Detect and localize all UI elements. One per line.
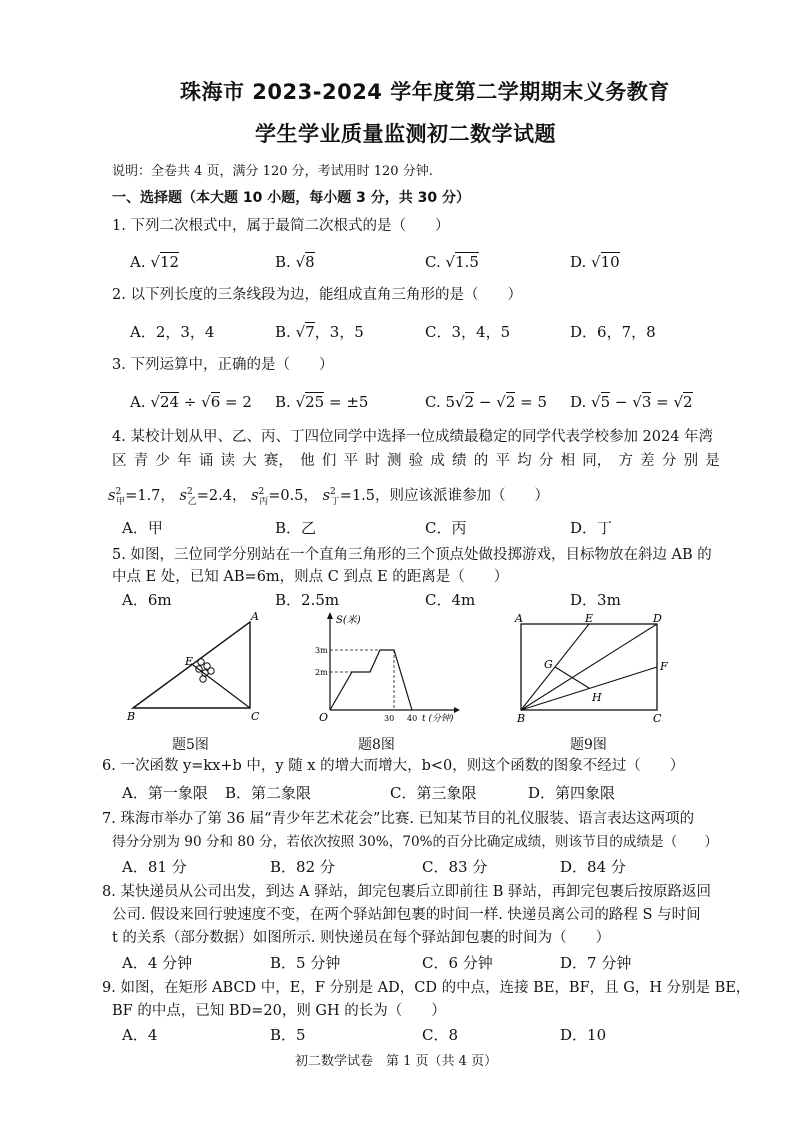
q3-option-a: A. √24 ÷ √6 = 2 xyxy=(130,393,252,411)
q4-stem-line2-word: 同， xyxy=(582,453,612,469)
section-heading: 一、选择题（本大题 10 小题，每小题 3 分，共 30 分） xyxy=(112,190,470,206)
q8-stem-line1: 8. 某快递员从公司出发，到达 A 驿站，卸完包裹后立即前往 B 驿站，再卸完包裹后按原路返回 xyxy=(102,884,712,900)
q3-option-b-label: B. xyxy=(275,393,291,411)
sqrt-icon: √ xyxy=(295,253,306,271)
figure-9 xyxy=(513,610,668,725)
q3-option-d-label: D. xyxy=(570,393,587,411)
q4-stem-line2-word: 绩 xyxy=(452,453,467,469)
sqrt-icon: √ xyxy=(591,253,601,271)
q7-option-b: B．82 分 xyxy=(270,858,335,876)
q6-option-d: D．第四象限 xyxy=(528,784,616,802)
q6-stem: 6. 一次函数 y=kx+b 中，y 随 x 的增大而增大，b<0，则这个函数的图象不经过（ ） xyxy=(102,758,685,774)
q4-stem-line2-word: 差 xyxy=(640,453,655,469)
q4-stem-line2-word: 均 xyxy=(517,453,532,469)
exam-instructions: 说明：全卷共 4 页，满分 120 分，考试用时 120 分钟. xyxy=(112,164,433,179)
q1-option-b xyxy=(275,252,315,272)
sqrt-icon: √ xyxy=(673,393,684,411)
q6-option-a: A．第一象限 xyxy=(122,784,208,802)
fig5-label-b: B xyxy=(127,710,136,723)
q4-option-b: B．乙 xyxy=(275,519,317,537)
sqrt-icon: √ xyxy=(496,393,506,411)
q8-option-d: D．7 分钟 xyxy=(560,954,632,972)
q5-option-b: B．2.5m xyxy=(275,591,340,609)
q3-option-c-label: C. xyxy=(425,393,441,411)
q4-stem-line2-word: 年 xyxy=(177,453,192,469)
q4-stem-line2-word: 赛， xyxy=(263,453,293,469)
q4-stem-line2-word: 们 xyxy=(321,453,337,469)
q4-stem-line2-word: 少 xyxy=(155,453,170,469)
sqrt-icon: √ xyxy=(591,393,601,411)
fig9-segment-bd xyxy=(521,624,657,710)
sqrt-icon: √ xyxy=(201,393,211,411)
q8-option-a: A．4 分钟 xyxy=(122,954,193,972)
q5-option-a: A．6m xyxy=(122,591,172,609)
fig9-label-h: H xyxy=(592,691,602,704)
q2-option-d: D．6，7，8 xyxy=(570,323,656,341)
q3-option-d: D. √5 − √3 = √2 xyxy=(570,393,693,411)
fig9-caption: 题9图 xyxy=(570,737,607,753)
q2-option-b-rest: ，3，5 xyxy=(314,323,364,341)
fig9-label-a: A xyxy=(515,612,523,625)
q8-stem-line2: 公司. 假设来回行驶速度不变，在两个驿站卸包裹的时间一样. 快递员离公司的路程 S 与时间 xyxy=(112,907,701,923)
fig9-segment-bf xyxy=(521,667,657,710)
exam-title-line1: 珠海市 2023-2024 学年度第二学期期末义务教育 xyxy=(180,80,670,104)
q4-stem-line2-word: 相 xyxy=(560,453,576,469)
fig9-label-g: G xyxy=(544,658,553,671)
sqrt-icon: √ xyxy=(455,393,465,411)
fig8-y-label: S(米) xyxy=(336,615,361,626)
fig9-label-e: E xyxy=(585,612,594,625)
q2-option-b xyxy=(275,322,364,342)
q8-option-b: B．5 分钟 xyxy=(270,954,341,972)
q4-stem-line2-word: 分 xyxy=(538,453,554,469)
q3-stem: 3. 下列运算中，正确的是（ ） xyxy=(112,357,334,373)
fig8-y-tick-2m: 2m xyxy=(315,668,328,677)
q4-stem-line2-word: 平 xyxy=(343,453,359,469)
sqrt-icon: √ xyxy=(295,393,306,411)
q4-stem-line2-word: 区 xyxy=(112,453,127,469)
q4-stem-line2-word: 是 xyxy=(705,453,720,469)
q4-option-c: C．丙 xyxy=(425,519,467,537)
fig8-origin-label: O xyxy=(319,711,329,724)
q8-stem-line3: t 的关系（部分数据）如图所示. 则快递员在每个驿站卸包裹的时间为（ ） xyxy=(112,930,611,946)
q2-option-c: C．3，4，5 xyxy=(425,323,511,341)
q1-option-b-value: 8 xyxy=(305,253,315,271)
q7-option-c: C．83 分 xyxy=(422,858,488,876)
q9-option-d: D．10 xyxy=(560,1026,607,1044)
q4-stem-line2-word: 时 xyxy=(365,453,380,469)
q2-option-a: A．2，3，4 xyxy=(130,323,215,341)
fig9-label-c: C xyxy=(653,712,662,725)
q5-stem-line2: 中点 E 处，已知 AB=6m，则点 C 到点 E 的距离是（ ） xyxy=(112,569,509,585)
q2-option-b-label: B. xyxy=(275,323,291,341)
q1-option-a xyxy=(130,252,179,272)
figure-8 xyxy=(312,610,462,725)
q4-stem-line2-word: 方 xyxy=(618,453,633,469)
fig9-label-b: B xyxy=(517,712,526,725)
q9-stem-line1: 9. 如图，在矩形 ABCD 中，E，F 分别是 AD，CD 的中点，连接 BE，BF，且 G，H 分别是 BE， xyxy=(102,980,751,996)
exam-title-line2: 学生学业质量监测初二数学试题 xyxy=(255,122,556,146)
q9-stem-line2: BF 的中点，已知 BD=20，则 GH 的长为（ ） xyxy=(112,1003,446,1019)
q5-option-d: D．3m xyxy=(570,591,621,609)
page-footer: 初二数学试卷 第 1 页（共 4 页） xyxy=(295,1054,498,1069)
sqrt-icon: √ xyxy=(150,253,160,271)
q4-stem-line2-word: 诵 xyxy=(198,453,214,469)
q4-option-d: D．丁 xyxy=(570,519,613,537)
fig5-label-c: C xyxy=(251,710,260,723)
q7-stem-line1: 7. 珠海市举办了第 36 届“青少年艺术花会”比赛. 已知某节目的礼仪服装、语言表达这两项的 xyxy=(102,811,695,827)
q4-stem-line2-word: 分 xyxy=(661,453,677,469)
q7-option-d: D．84 分 xyxy=(560,858,626,876)
q4-stem-line2-word: 的 xyxy=(473,453,489,469)
fig8-x-label: t (分钟) xyxy=(422,714,454,724)
q4-stem-line2-word: 大 xyxy=(242,453,257,469)
q6-option-c: C．第三象限 xyxy=(390,784,477,802)
q3-option-c: C. 5√2 − √2 = 5 xyxy=(425,393,548,411)
q7-option-a: A．81 分 xyxy=(122,858,187,876)
q9-option-a: A．4 xyxy=(122,1026,158,1044)
fig8-y-arrow-icon xyxy=(327,612,333,619)
q9-option-b: B．5 xyxy=(270,1026,306,1044)
q7-stem-line2: 得分分别为 90 分和 80 分，若依次按照 30%，70%的百分比确定成绩，则该节目的成绩是（ ） xyxy=(112,834,719,850)
fig5-label-a: A xyxy=(251,610,259,623)
fig8-x-tick-30: 30 xyxy=(384,714,395,723)
q4-stem-line2-word: 别 xyxy=(683,453,699,469)
q1-option-a-label: A. xyxy=(130,253,146,271)
q4-variance-line: $s^2_甲=1.7$， $s^2_乙=2.4$， $s^2_丙=0.5$， $s^2_丁=1.5$，则应该派谁参加（ ） xyxy=(108,487,550,507)
fig8-x-arrow-icon xyxy=(454,707,460,713)
sqrt-icon: √ xyxy=(150,393,160,411)
q1-option-c xyxy=(425,252,479,272)
q1-option-c-value: 1.5 xyxy=(455,253,479,271)
sqrt-icon: √ xyxy=(295,323,306,341)
figure-5 xyxy=(125,610,275,725)
fig5-caption: 题5图 xyxy=(172,737,209,753)
q5-option-c: C．4m xyxy=(425,591,476,609)
q9-option-c: C．8 xyxy=(422,1026,459,1044)
q4-stem-line2-word: 平 xyxy=(495,453,510,469)
q2-stem: 2. 以下列长度的三条线段为边，能组成直角三角形的是（ ） xyxy=(112,287,522,303)
fig8-x-tick-40: 40 xyxy=(407,714,418,723)
q4-stem-line2 xyxy=(112,452,720,470)
q1-option-a-value: 12 xyxy=(159,253,180,271)
q4-stem-line2-word: 读 xyxy=(220,453,236,469)
q8-option-c: C．6 分钟 xyxy=(422,954,493,972)
q2-option-b-value: 7 xyxy=(305,323,315,341)
sqrt-icon: √ xyxy=(445,253,456,271)
q4-stem-line1: 4. 某校计划从甲、乙、丙、丁四位同学中选择一位成绩最稳定的同学代表学校参加 2024 年湾 xyxy=(112,429,714,445)
q4-stem-line2-word: 验 xyxy=(408,453,424,469)
fig9-label-f: F xyxy=(660,660,668,673)
q3-option-b: B. √25 = ±5 xyxy=(275,393,369,411)
q1-option-d-label: D. xyxy=(570,253,587,271)
q1-option-c-label: C. xyxy=(425,253,441,271)
q4-stem-line2-word: 测 xyxy=(386,453,402,469)
sqrt-icon: √ xyxy=(632,393,642,411)
q3-option-a-label: A. xyxy=(130,393,146,411)
fig8-graph-line xyxy=(330,650,412,710)
q4-option-a: A．甲 xyxy=(122,519,163,537)
fig8-caption: 题8图 xyxy=(358,737,395,753)
fig9-label-d: D xyxy=(653,612,662,625)
q1-option-d-value: 10 xyxy=(600,253,620,271)
q6-option-b: B．第二象限 xyxy=(225,784,312,802)
q4-stem-line2-word: 青 xyxy=(133,453,149,469)
q5-stem-line1: 5. 如图，三位同学分别站在一个直角三角形的三个顶点处做投掷游戏，目标物放在斜边 AB 的 xyxy=(112,547,712,563)
fig5-label-e: E xyxy=(185,655,194,668)
q1-option-d xyxy=(570,252,620,272)
fig8-y-tick-3m: 3m xyxy=(315,646,328,655)
q4-stem-line2-word: 他 xyxy=(300,453,315,469)
q1-option-b-label: B. xyxy=(275,253,291,271)
q1-stem: 1. 下列二次根式中，属于最简二次根式的是（ ） xyxy=(112,218,450,234)
q4-stem-line2-word: 成 xyxy=(430,453,445,469)
